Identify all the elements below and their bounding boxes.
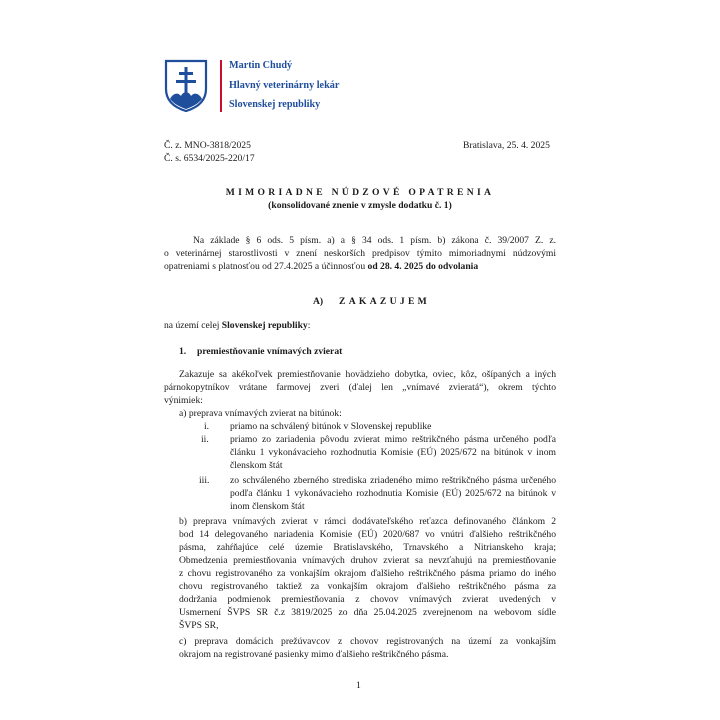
document-subtitle: (konsolidované znenie v zmysle dodatku č. 1): [268, 200, 452, 211]
sub-item-number: ii.: [201, 434, 209, 445]
item-1-paragraph-line-2: párnokopytníkov vrátane farmovej zveri (ďalej len „vnímavé zvieratá“), okrem týchto: [164, 382, 556, 393]
intro-validity-text: opatreniami s platnosťou od 27.4.2025 a účinnosťou: [164, 261, 368, 272]
exception-b-line: ŠVPS SR,: [179, 620, 219, 631]
exception-b-line: b) preprava vnímavých zvierat v rámci dodávateľského reťazca definovaného článkom 2: [179, 516, 556, 527]
header-country: Slovenskej republiky: [229, 99, 321, 110]
territory-prefix: na území celej: [164, 320, 222, 331]
item-1-heading: premiestňovanie vnímavých zvierat: [197, 346, 343, 357]
exception-b-line: z chovu registrovaného za vonkajším okrajom ďalšieho reštrikčného pásma priamo do iného: [179, 568, 556, 579]
item-1-paragraph-line-1: Zakazuje sa akékoľvek premiestňovanie hovädzieho dobytka, oviec, kôz, ošípaných a iných: [179, 369, 556, 380]
exception-b-line: dodržania podmienok premiestňovania z chovov vnímavých zvierat uvedených v: [179, 594, 556, 605]
exception-b-line: Obmedzenia premiestňovania vnímavých druhov zvierat sa nevzťahujú na premiestňovanie: [179, 555, 556, 566]
sub-item-line: priamo zo zariadenia pôvodu zvierat mimo reštrikčného pásma určeného podľa: [230, 434, 556, 445]
sub-item-number: i.: [204, 421, 210, 432]
exception-a-heading: a) preprava vnímavých zvierat na bitúnok:: [179, 408, 342, 419]
section-a-heading: ZAKAZUJEM: [339, 296, 430, 307]
intro-line-3: [164, 260, 478, 273]
sub-item-line: podľa článku 1 vykonávacieho rozhodnutia Komisie (EÚ) 2025/672 na bitúnok v: [230, 488, 556, 499]
intro-line-2: o veterinárnej starostlivosti v znení neskorších predpisov týmito mimoriadnymi núdzovými: [164, 248, 556, 259]
intro-line-1: Na základe § 6 ods. 5 písm. a) a § 34 ods. 1 písm. b) zákona č. 39/2007 Z. z.: [193, 235, 556, 246]
exception-b-line: bod 14 delegovaného nariadenia Komisie (EÚ) 2020/687 vo vnútri ďalšieho reštrikčného: [179, 529, 556, 540]
reference-number-2: Č. s. 6534/2025-220/17: [164, 153, 255, 164]
exception-c-line: okrajom na registrované pasienky mimo ďalšieho reštrikčného pásma.: [179, 649, 449, 660]
page-number: 1: [356, 680, 361, 691]
territory-name: Slovenskej republiky: [221, 320, 308, 331]
sub-item-number: iii.: [199, 475, 210, 486]
slovak-coat-of-arms-icon: [164, 59, 208, 112]
header-name: Martin Chudý: [229, 60, 293, 71]
sub-item-line: článku 1 vykonávacieho rozhodnutia Komisie (EÚ) 2025/672 na bitúnok v inom: [230, 447, 556, 458]
place-date: Bratislava, 25. 4. 2025: [463, 140, 550, 151]
section-a-letter: A): [313, 296, 324, 307]
exception-c-line: c) preprava domácich prežúvavcov z chovov registrovaných na území za vonkajším: [179, 636, 556, 647]
sub-item-line: zo schváleného zberného strediska zriadeného mimo reštrikčného pásma určeného: [230, 475, 556, 486]
header-position: Hlavný veterinárny lekár: [229, 80, 340, 91]
exception-b-line: pásma, zahŕňajúce celé územie Bratislavského, Trnavského a Nitrianskeho kraja;: [179, 542, 556, 553]
sub-item-line: inom členskom štát: [230, 501, 305, 512]
sub-item-line: priamo na schválený bitúnok v Slovenskej republike: [230, 421, 432, 432]
header-divider: [220, 60, 222, 112]
section-a-territory: [164, 319, 310, 332]
territory-suffix: :: [307, 320, 311, 331]
intro-effective-date: od 28. 4. 2025 do odvolania: [367, 261, 479, 272]
exception-b-line: Usmernení ŠVPS SR č.z 3819/2025 zo dňa 25.04.2025 zverejnenom na webovom sídle: [179, 607, 556, 618]
document-title: MIMORIADNE NÚDZOVÉ OPATRENIA: [225, 187, 495, 198]
sub-item-line: členskom štát: [230, 460, 283, 471]
item-1-number: 1.: [179, 346, 187, 357]
item-1-paragraph-line-3: výnimiek:: [164, 395, 203, 406]
reference-number-1: Č. z. MNO-3818/2025: [164, 140, 251, 151]
exception-b-line: chovu registrovaného taktiež za vonkajším okrajom ďalšieho reštrikčného pásma za: [179, 581, 556, 592]
